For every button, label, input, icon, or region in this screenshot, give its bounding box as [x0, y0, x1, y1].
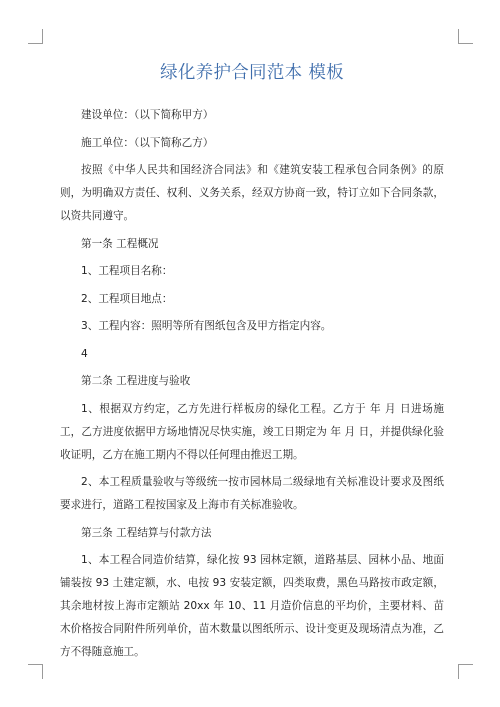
page-corner-mark-top-left	[28, 29, 43, 44]
paragraph-schedule: 1、根据双方约定，乙方先进行样板房的绿化工程。乙方于 年 月 日进场施工，乙方进度依据甲方场地情况尽快实施，竣工日期定为 年 月 日，并提供绿化验收证明，乙方在施工期内不得以任何理由推迟工期。	[60, 402, 444, 461]
list-item-project-location: 2、工程项目地点：	[81, 292, 173, 305]
page-corner-mark-bottom-right	[458, 664, 473, 679]
paragraph-party-a: 建设单位：（以下简称甲方）	[81, 109, 214, 121]
paragraph-party-b: 施工单位：（以下简称乙方）	[81, 136, 214, 149]
paragraph-quality: 2、本工程质量验收与等级统一按市园林局二级绿地有关标准设计要求及图纸要求进行，道路工程按国家及上海市有关标准验收。	[60, 476, 444, 511]
page-corner-mark-top-right	[458, 29, 473, 44]
list-item-project-content: 3、工程内容：照明等所有图纸包含及甲方指定内容。	[81, 320, 332, 332]
list-item-project-name: 1、工程项目名称：	[81, 265, 173, 277]
list-item-4: 4	[81, 347, 88, 360]
document-page	[60, 58, 444, 669]
paragraph-settlement: 1、本工程合同造价结算，绿化按 93 园林定额，道路基层、园林小品、地面铺装按 93 土建定额，水、电按 93 安装定额，四类取费，黑色马路按市政定额，其余地材按上海市定额站 20xx 年 10、11 月造价信息的平均价，主要材料、苗木价格按合同附件所列单价，苗木数量以图纸所示、设计变更及现场清点为准，乙方不得随意施工。	[60, 554, 444, 658]
document-body	[60, 104, 444, 664]
section-heading-2: 第二条 工程进度与验收	[81, 375, 191, 387]
page-corner-mark-bottom-left	[28, 664, 43, 679]
document-title: 绿化养护合同范本 模板	[160, 63, 344, 83]
paragraph-preamble: 按照《中华人民共和国经济合同法》和《建筑安装工程承包合同条例》的原则，为明确双方责任、权利、义务关系，经双方协商一致，特订立如下合同条款，以资共同遵守。	[60, 164, 444, 222]
section-heading-1: 第一条 工程概况	[81, 237, 159, 250]
section-heading-3: 第三条 工程结算与付款方法	[81, 526, 212, 539]
